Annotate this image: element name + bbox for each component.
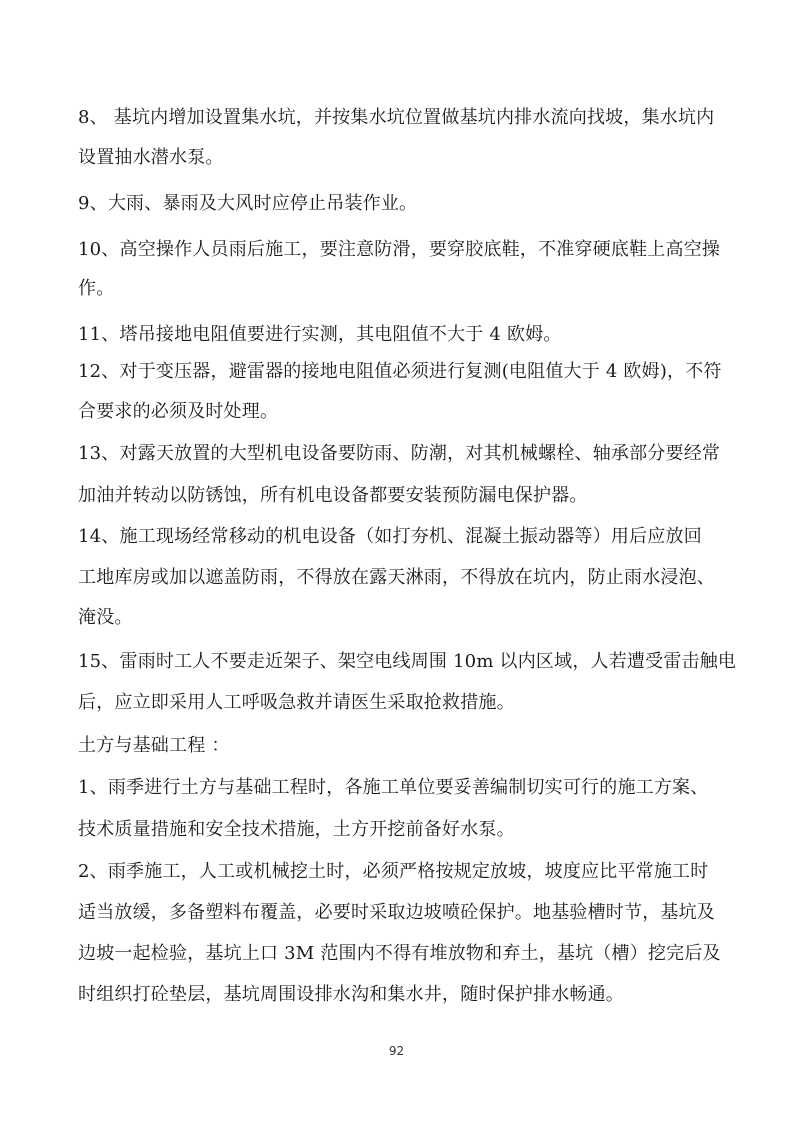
item-14-line-2: 工地库房或加以遮盖防雨，不得放在露天淋雨，不得放在坑内，防止雨水浸泡、 [78,567,715,588]
section-heading: 土方与基础工程 ： [78,735,230,756]
section-item-1-line-2: 技术质量措施和安全技术措施，土方开挖前备好水泵。 [78,819,515,840]
item-13-line-1: 13、对露天放置的大型机电设备要防雨、防潮，对其机械螺栓、轴承部分要经常 [78,443,721,464]
item-9-line-1: 9、大雨、暴雨及大风时应停止吊装作业。 [78,193,418,214]
section-item-2-line-4: 时组织打砼垫层，基坑周围设排水沟和集水井，随时保护排水畅通。 [78,984,624,1005]
item-8-line-2: 设置抽水潜水泵。 [78,147,224,168]
item-14-line-3: 淹没。 [78,607,133,628]
item-8-line-1: 8、 基坑内增加设置集水坑，并按集水坑位置做基坑内排水流向找坡，集水坑内 [78,107,715,128]
item-13-line-2: 加油并转动以防锈蚀，所有机电设备都要安装预防漏电保护器。 [78,485,588,506]
section-item-2-line-2: 适当放缓，多备塑料布覆盖，必要时采取边坡喷砼保护。地基验槽时节，基坑及 [78,902,715,923]
item-10-line-2: 作。 [78,278,115,299]
section-item-1-line-1: 1、雨季进行土方与基础工程时，各施工单位要妥善编制切实可行的施工方案、 [78,777,709,798]
section-item-2-line-1: 2、雨季施工，人工或机械挖土时，必须严格按规定放坡，坡度应比平常施工时 [78,861,709,882]
item-11-line-1: 11、塔吊接地电阻值要进行实测，其电阻值不大于 4 欧姆。 [78,324,562,345]
item-15-line-2: 后，应立即采用人工呼吸急救并请医生采取抢救措施。 [78,692,515,713]
item-10-line-1: 10、高空操作人员雨后施工，要注意防滑，要穿胶底鞋，不准穿硬底鞋上高空操 [78,239,721,260]
item-12-line-1: 12、对于变压器，避雷器的接地电阻值必须进行复测(电阻值大于 4 欧姆)，不符 [78,361,722,382]
section-item-2-line-3: 边坡一起检验，基坑上口 3M 范围内不得有堆放物和弃土，基坑（槽）挖完后及 [78,943,721,964]
item-12-line-2: 合要求的必须及时处理。 [78,401,279,422]
page-number: 92 [388,1044,405,1058]
item-15-line-1: 15、雷雨时工人不要走近架子、架空电线周围 10m 以内区域，人若遭受雷击触电 [78,651,737,672]
item-14-line-1: 14、施工现场经常移动的机电设备（如打夯机、混凝土振动器等）用后应放回 [78,526,702,547]
